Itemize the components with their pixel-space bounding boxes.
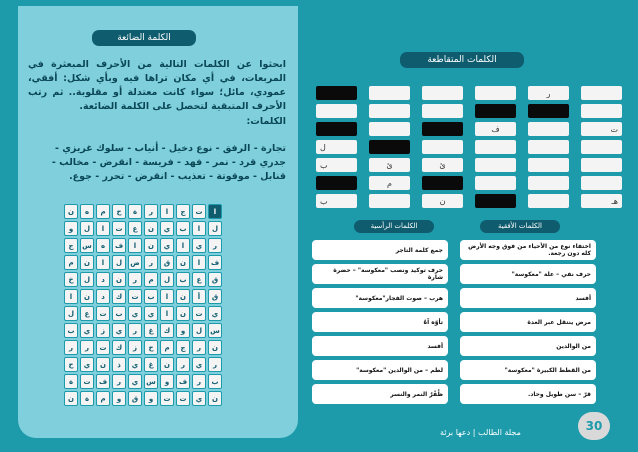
letter-cell[interactable]: ر [64, 340, 78, 355]
letter-cell[interactable]: ي [160, 238, 174, 253]
words-list: تجارة - الرفق - نوع دخيل - أنياب - سلوك غريزي - جدري قرد - نمر - فهد - فريسة - انقرض - مخالب - قنابل - موقوتة - تعذيب - انقرض - تحرر - جوع. [51, 143, 286, 182]
crossword-cell[interactable] [528, 158, 569, 172]
crossword-cell[interactable]: ت [581, 122, 622, 136]
horizontal-clue: حرف نفي – علة "معكوسة" [460, 264, 596, 284]
letter-cell[interactable]: د [96, 272, 110, 287]
letter-cell[interactable]: ا [64, 289, 78, 304]
letter-cell[interactable]: و [112, 391, 126, 406]
letter-cell[interactable]: ي [192, 357, 206, 372]
letter-cell[interactable]: ف [176, 374, 190, 389]
crossword-cell[interactable] [369, 122, 410, 136]
letter-cell[interactable]: ع [128, 221, 142, 236]
crossword-cell[interactable]: ر [528, 86, 569, 100]
letter-cell[interactable]: ي [80, 357, 94, 372]
footer-section: دعها برئة [440, 428, 471, 437]
letter-cell[interactable]: ي [192, 391, 206, 406]
letter-cell[interactable]: ي [144, 306, 158, 321]
letter-cell[interactable]: ا [160, 306, 174, 321]
crossword-cell[interactable] [475, 176, 516, 190]
letter-cell[interactable]: ي [112, 323, 126, 338]
letter-cell[interactable]: ل [64, 306, 78, 321]
letter-cell[interactable]: غ [144, 357, 158, 372]
letter-cell[interactable]: ع [192, 272, 206, 287]
crossword-cell-blocked [422, 122, 463, 136]
crossword-cell[interactable]: ئ [422, 158, 463, 172]
letter-cell[interactable]: ا [160, 204, 174, 219]
letter-cell[interactable]: ت [192, 204, 206, 219]
letter-cell[interactable]: ف [96, 374, 110, 389]
letter-cell[interactable]: ك [112, 289, 126, 304]
letter-cell[interactable]: ن [64, 204, 78, 219]
crossword-cell[interactable] [581, 158, 622, 172]
vertical-clue: تأوّه آهٌ [312, 312, 448, 332]
letter-cell[interactable]: و [64, 221, 78, 236]
letter-cell[interactable]: ب [64, 323, 78, 338]
letter-cell[interactable]: أ [192, 289, 206, 304]
footer-magazine: مجلة الطالب [477, 428, 521, 437]
crossword-cell[interactable] [369, 86, 410, 100]
letter-cell[interactable]: س [208, 323, 222, 338]
letter-cell[interactable]: ر [144, 204, 158, 219]
horizontal-clue: اختفاء نوع من الأحياء من فوق وجه الأرض كله دون رجعة. [460, 240, 596, 260]
crossword-cell[interactable]: ل [316, 140, 357, 154]
letter-cell[interactable]: ح [112, 204, 126, 219]
letter-cell[interactable]: ن [96, 357, 110, 372]
letter-cell[interactable]: ن [144, 221, 158, 236]
letter-cell[interactable]: ب [176, 221, 190, 236]
crossword-cell[interactable]: ن [422, 194, 463, 208]
crossword-cell[interactable]: ف [475, 122, 516, 136]
letter-cell[interactable]: م [96, 391, 110, 406]
letter-cell[interactable]: ا [192, 221, 206, 236]
vertical-clue: حرف توكيد ونصب "معكوسة" – حضرة شارة [312, 264, 448, 284]
letter-cell[interactable]: ت [176, 391, 190, 406]
letter-cell[interactable]: ن [64, 391, 78, 406]
letter-cell[interactable]: ا [160, 289, 174, 304]
crossword-cell[interactable] [581, 176, 622, 190]
letter-cell[interactable]: ف [208, 255, 222, 270]
letter-cell[interactable]: ل [192, 323, 206, 338]
crossword-cell[interactable] [581, 86, 622, 100]
letter-cell[interactable]: ر [176, 357, 190, 372]
letter-cell[interactable]: ج [176, 340, 190, 355]
horizontal-clue: من القطط الكبيرة "معكوسة" [460, 360, 596, 380]
letter-cell[interactable]: ن [160, 357, 174, 372]
letter-cell[interactable]: و [144, 391, 158, 406]
letter-cell[interactable]: ت [112, 221, 126, 236]
crossword-cell-blocked [316, 122, 357, 136]
vertical-clue: ظُفْرٌ النمر والنسر [312, 384, 448, 404]
letter-cell[interactable]: ا [176, 238, 190, 253]
lost-word-instructions: ابحثوا عن الكلمات التالية من الأحرف المبعثرة في المربعات، في أي مكان تراها فيه وبأي شكل: أفقي، عمودي، مائل؛ سواء كانت معتدلة أو مقلوبة.. ثم رتب الأحرف المتبقية لتحصل على الكلمة الضائعة. [28, 59, 286, 112]
letter-cell[interactable]: ن [208, 391, 222, 406]
crossword-cell[interactable] [475, 158, 516, 172]
letter-cell[interactable]: ا [128, 238, 142, 253]
crossword-cell-blocked [422, 176, 463, 190]
letter-cell[interactable]: ر [208, 238, 222, 253]
crossword-cell[interactable] [316, 104, 357, 118]
letter-cell[interactable]: ق [208, 272, 222, 287]
letter-cell[interactable]: ا [96, 255, 110, 270]
crossword-cell[interactable] [581, 140, 622, 154]
letter-cell[interactable]: ت [192, 306, 206, 321]
letter-cell[interactable]: ة [128, 204, 142, 219]
letter-cell[interactable]: م [144, 272, 158, 287]
letter-cell[interactable]: ي [208, 306, 222, 321]
letter-cell[interactable]: ل [80, 272, 94, 287]
letter-cell[interactable]: ر [112, 374, 126, 389]
letter-cell[interactable]: ف [112, 238, 126, 253]
crossword-cell[interactable] [528, 140, 569, 154]
letter-cell[interactable]: ن [80, 289, 94, 304]
letter-cell[interactable]: ه [80, 204, 94, 219]
footer-separator: | [472, 428, 476, 437]
letter-cell[interactable]: ق [128, 391, 142, 406]
crossword-cell[interactable] [475, 86, 516, 100]
horizontal-clue: من الوالدين [460, 336, 596, 356]
letter-cell[interactable]: ي [160, 221, 174, 236]
letter-cell[interactable]: س [80, 238, 94, 253]
letter-cell[interactable]: ق [160, 255, 174, 270]
letter-cell[interactable]: د [96, 289, 110, 304]
letter-cell[interactable]: ن [176, 289, 190, 304]
crossword-cell[interactable] [369, 194, 410, 208]
word-search-grid [64, 204, 222, 406]
page-number: 30 [578, 412, 610, 440]
letter-cell[interactable]: ب [112, 306, 126, 321]
horizontal-clue: مرض ينتقل عبر الغدة [460, 312, 596, 332]
crossword-cell[interactable] [528, 176, 569, 190]
letter-cell[interactable]: ر [128, 272, 142, 287]
letter-cell[interactable]: ل [208, 221, 222, 236]
horizontal-clue: أفسد [460, 288, 596, 308]
crossword-cell-blocked [528, 104, 569, 118]
letter-cell[interactable]: ن [144, 238, 158, 253]
vertical-clues [312, 240, 448, 408]
crossword-cell[interactable] [422, 140, 463, 154]
vertical-clue: جمع كلمة التاجر [312, 240, 448, 260]
letter-cell[interactable]: ت [128, 289, 142, 304]
letter-cell[interactable]: ر [208, 357, 222, 372]
letter-cell[interactable]: م [96, 204, 110, 219]
letter-cell[interactable]: ا [96, 221, 110, 236]
letter-cell[interactable]: و [160, 374, 174, 389]
letter-cell[interactable]: ة [64, 374, 78, 389]
letter-cell[interactable]: ك [112, 340, 126, 355]
letter-cell[interactable]: ر [128, 323, 142, 338]
crossword-cell-blocked [369, 140, 410, 154]
crossword-cell[interactable]: هـ [581, 194, 622, 208]
letter-cell[interactable]: ن [80, 255, 94, 270]
letter-cell[interactable]: ر [80, 340, 94, 355]
letter-cell[interactable]: ك [160, 323, 174, 338]
letter-cell[interactable]: ي [128, 374, 142, 389]
letter-cell[interactable]: ح [64, 357, 78, 372]
crossword-cell[interactable] [528, 122, 569, 136]
letter-cell[interactable]: ح [144, 340, 158, 355]
crossword-cell-blocked [475, 104, 516, 118]
crossword-grid [316, 86, 622, 208]
letter-cell[interactable]: ض [128, 255, 142, 270]
letter-cell[interactable]: ج [176, 204, 190, 219]
vertical-clues-title: الكلمات الرأسية [354, 220, 434, 233]
crossword-cell-blocked [475, 194, 516, 208]
letter-cell[interactable]: ق [208, 289, 222, 304]
horizontal-clues [460, 240, 596, 408]
crossword-title: الكلمات المتقاطعة [400, 52, 524, 68]
letter-cell[interactable]: و [176, 323, 190, 338]
letter-cell[interactable]: ت [80, 374, 94, 389]
letter-cell[interactable]: ا [208, 204, 222, 219]
letter-cell[interactable]: ب [176, 272, 190, 287]
letter-cell[interactable]: ي [128, 357, 142, 372]
words-heading: الكلمات: [246, 116, 286, 127]
crossword-cell-blocked [316, 86, 357, 100]
crossword-cell[interactable]: ب [316, 194, 357, 208]
crossword-cell[interactable]: م [369, 176, 410, 190]
letter-cell[interactable]: ذ [112, 357, 126, 372]
letter-cell[interactable]: ر [144, 255, 158, 270]
letter-cell[interactable]: ل [80, 221, 94, 236]
letter-cell[interactable]: ت [160, 391, 174, 406]
letter-cell[interactable]: ل [160, 272, 174, 287]
letter-cell[interactable]: ب [208, 374, 222, 389]
horizontal-clues-title: الكلمات الأفقية [480, 220, 560, 233]
crossword-cell[interactable]: ب [316, 158, 357, 172]
crossword-cell[interactable] [369, 104, 410, 118]
lost-word-title: الكلمة الضائعة [92, 30, 196, 46]
letter-cell[interactable]: س [144, 374, 158, 389]
letter-cell[interactable]: ي [128, 306, 142, 321]
letter-cell[interactable]: غ [144, 323, 158, 338]
vertical-clue: هرب – صوت الفجار"معكوسة" [312, 288, 448, 308]
letter-cell[interactable]: ز [96, 323, 110, 338]
crossword-cell[interactable] [528, 194, 569, 208]
letter-cell[interactable]: ت [96, 340, 110, 355]
letter-cell[interactable]: ن [112, 272, 126, 287]
letter-cell[interactable]: ن [176, 255, 190, 270]
vertical-clue: أفسد [312, 336, 448, 356]
crossword-cell-blocked [316, 176, 357, 190]
crossword-cell[interactable] [422, 86, 463, 100]
letter-cell[interactable]: ن [208, 340, 222, 355]
letter-cell[interactable]: م [64, 255, 78, 270]
crossword-cell[interactable] [475, 140, 516, 154]
letter-cell[interactable]: م [160, 340, 174, 355]
crossword-cell[interactable] [422, 104, 463, 118]
crossword-cell[interactable]: ئ [369, 158, 410, 172]
letter-cell[interactable]: ج [64, 238, 78, 253]
letter-cell[interactable]: ز [128, 340, 142, 355]
letter-cell[interactable]: ة [80, 391, 94, 406]
vertical-clue: لطم – من الوالدين "معكوسة" [312, 360, 448, 380]
horizontal-clue: قرّ – سن طويل وحاد. [460, 384, 596, 404]
letter-cell[interactable]: ر [192, 340, 206, 355]
letter-cell[interactable]: خ [64, 272, 78, 287]
crossword-cell[interactable] [581, 104, 622, 118]
letter-cell[interactable]: ي [80, 323, 94, 338]
letter-cell[interactable]: ا [192, 255, 206, 270]
letter-cell[interactable]: ت [96, 306, 110, 321]
letter-cell[interactable]: ه [96, 238, 110, 253]
page-footer [440, 428, 521, 437]
letter-cell[interactable]: ل [112, 255, 126, 270]
letter-cell[interactable]: ع [80, 306, 94, 321]
letter-cell[interactable]: ي [192, 238, 206, 253]
letter-cell[interactable]: ر [192, 374, 206, 389]
letter-cell[interactable]: ب [144, 289, 158, 304]
letter-cell[interactable]: ن [176, 306, 190, 321]
